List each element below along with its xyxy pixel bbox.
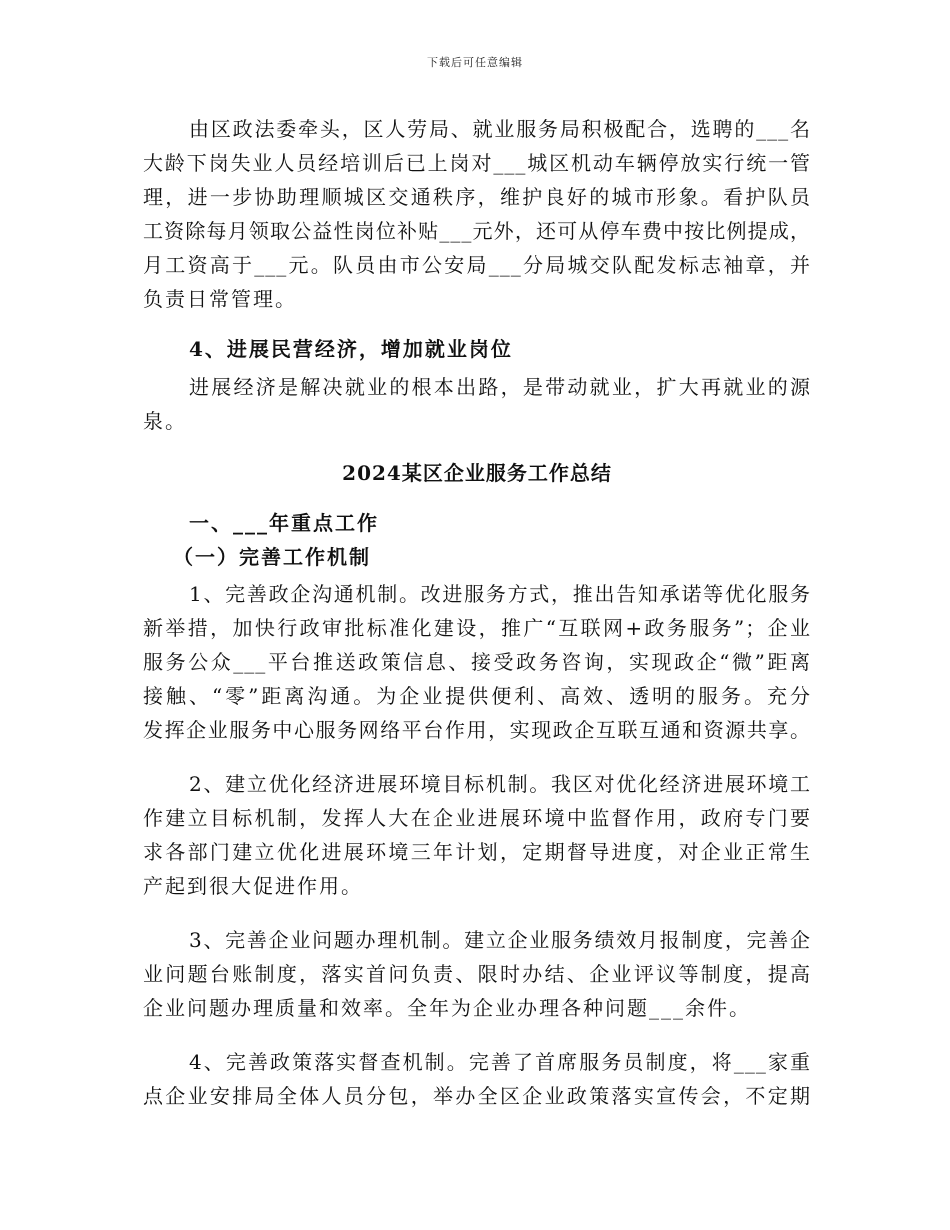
page-header-note: 下载后可任意编辑 — [427, 56, 523, 69]
paragraph-line: 4、完善政策落实督查机制。完善了首席服务员制度，将___家重 — [189, 1050, 811, 1074]
paragraph-line: 新举措，加快行政审批标准化建设，推广“互联网+政务服务”；企业 — [143, 616, 811, 640]
paragraph-line: 业问题台账制度，落实首问负责、限时办结、企业评议等制度，提高 — [143, 962, 811, 986]
paragraph-line: 产起到很大促进作用。 — [143, 874, 363, 898]
paragraph-line: 月工资高于___元。队员由市公安局___分局城交队配发标志袖章，并 — [143, 253, 811, 277]
paragraph-line: 进展经济是解决就业的根本出路，是带动就业，扩大再就业的源 — [189, 375, 811, 399]
subsection-heading: （一）完善工作机制 — [173, 545, 371, 569]
paragraph-line: 发挥企业服务中心服务网络平台作用，实现政企互联互通和资源共享。 — [143, 718, 811, 742]
paragraph-line: 企业问题办理质量和效率。全年为企业办理各种问题___余件。 — [143, 996, 751, 1020]
section-heading: 4、进展民营经济，增加就业岗位 — [189, 337, 513, 361]
document-title: 2024某区企业服务工作总结 — [342, 461, 612, 485]
paragraph-line: 点企业安排局全体人员分包，举办全区企业政策落实宣传会，不定期 — [143, 1084, 811, 1108]
paragraph-line: 作建立目标机制，发挥人大在企业进展环境中监督作用，政府专门要 — [143, 806, 811, 830]
paragraph-line: 求各部门建立优化进展环境三年计划，定期督导进度，对企业正常生 — [143, 840, 811, 864]
paragraph-line: 接触、“零”距离沟通。为企业提供便利、高效、透明的服务。充分 — [143, 684, 811, 708]
paragraph-line: 工资除每月领取公益性岗位补贴___元外，还可从停车费中按比例提成， — [143, 219, 811, 243]
paragraph-line: 由区政法委牵头，区人劳局、就业服务局积极配合，选聘的___名 — [189, 117, 811, 141]
paragraph-line: 3、完善企业问题办理机制。建立企业服务绩效月报制度，完善企 — [189, 928, 811, 952]
paragraph-line: 负责日常管理。 — [143, 287, 297, 311]
paragraph-line: 泉。 — [143, 409, 187, 433]
paragraph-line: 2、建立优化经济进展环境目标机制。我区对优化经济进展环境工 — [189, 772, 811, 796]
paragraph-line: 大龄下岗失业人员经培训后已上岗对___城区机动车辆停放实行统一管 — [143, 151, 811, 175]
section-heading: 一、___年重点工作 — [189, 511, 379, 535]
paragraph-line: 理，进一步协助理顺城区交通秩序，维护良好的城市形象。看护队员 — [143, 185, 811, 209]
paragraph-line: 1、完善政企沟通机制。改进服务方式，推出告知承诺等优化服务 — [189, 582, 811, 606]
paragraph-line: 服务公众___平台推送政策信息、接受政务咨询，实现政企“微”距离 — [143, 650, 811, 674]
